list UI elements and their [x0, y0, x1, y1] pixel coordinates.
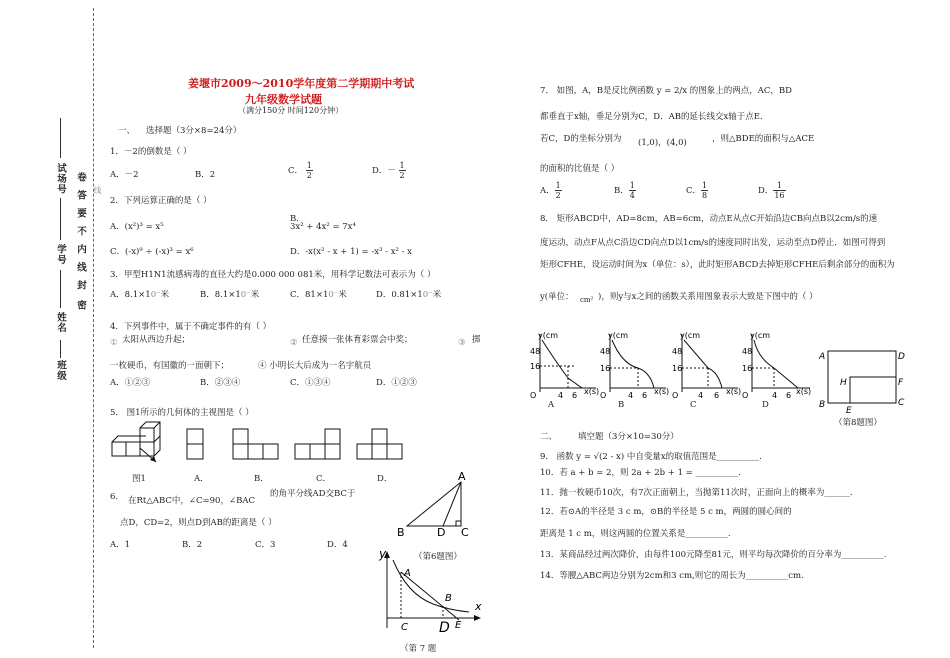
q8-line4-unit: cm² — [580, 296, 594, 304]
q5-figure1-solid — [110, 420, 166, 464]
q8-graph-label-c: C — [690, 400, 697, 410]
q3-d-text: D．0.81×1 — [376, 290, 423, 300]
q5-option-d-figure — [356, 428, 404, 462]
q7-b-den: 4 — [629, 191, 635, 200]
q4-option-d: D．①②③ — [376, 378, 417, 388]
q7-option-b — [614, 181, 636, 200]
q7-point-a: A — [404, 568, 411, 579]
q8-graph-label-d: D — [762, 400, 769, 410]
q3-stem: 3．甲型H1N1流感病毒的直径大约是0.000 000 081米，用科学记数法可表示为（ ） — [110, 270, 436, 280]
q12-line2: 距离是 1 c m，则这两圆的位置关系是__________. — [540, 529, 731, 539]
q3-option-d — [376, 288, 441, 300]
q8-rect-h: H — [840, 378, 847, 388]
section1-label: 一、 — [118, 126, 136, 136]
q7-line1: 7． 如图，A，B是反比例函数 y = 2/x 的图象上的两点，AC，BD — [540, 86, 792, 96]
margin-student-no: 学号 — [55, 244, 66, 265]
q3-option-c — [290, 288, 347, 300]
q2-option-a: A．(x²)³ = x⁵ — [110, 222, 164, 232]
q6-option-b: B．2 — [182, 540, 203, 550]
q6-text1: 在Rt△ABC中，∠C=90，∠BAC — [128, 496, 255, 506]
q2-option-d: D．-x(x² - x + 1) = -x³ - x² - x — [290, 247, 412, 257]
margin-name-blank — [60, 270, 62, 308]
q8-line3: 矩形CFHE，设运动时间为x（单位：s），此时矩形ABCD去掉矩形CFHE后剩余部分的面积为 — [540, 260, 895, 270]
q2-option-b-expr: 3x² + 4x² = 7x⁴ — [290, 222, 356, 232]
q8c-16: 16 — [672, 364, 683, 373]
q7-b-fraction — [629, 181, 636, 200]
q3-a-unit: 米 — [160, 290, 170, 300]
seal-char-6: 要 — [75, 208, 86, 219]
q8-rect-e: E — [846, 406, 852, 416]
q8b-origin: O — [600, 391, 607, 400]
q4-opt1-num: ① — [110, 338, 118, 348]
q8b-48: 48 — [600, 347, 611, 356]
q7-graph-figure — [373, 547, 483, 636]
q8a-xlab: x(s) — [584, 387, 600, 396]
q4-opt3-num: ③ — [458, 338, 466, 348]
q6-point-d: D — [437, 526, 446, 539]
seal-char-2: 封 — [75, 280, 86, 291]
q7-line3b: ，则△BDE的面积与△ACE — [712, 134, 815, 144]
exam-subtitle: 九年级数学试题 — [245, 93, 322, 106]
q6-line2: 点D，CD=2，则点D到AB的距离是（ ） — [120, 518, 277, 528]
q3-a-tail: 0⁻ — [150, 290, 161, 300]
seal-char-4: 内 — [75, 244, 86, 255]
q8-figure-caption: （第8题图） — [834, 418, 882, 428]
q8c-origin: O — [672, 391, 679, 400]
q8b-t6: 6 — [642, 391, 648, 400]
q3-d-tail: 0⁻ — [422, 290, 433, 300]
q4-opt4: ④ 小明长大后成为一名宇航员 — [258, 361, 372, 371]
q1-c-den: 2 — [306, 171, 312, 180]
q3-option-b — [200, 288, 259, 300]
q1-option-a: A．－2 — [110, 170, 139, 180]
q6-point-a: A — [458, 470, 466, 483]
margin-no-blank — [60, 198, 62, 240]
q4-option-c: C．①③④ — [290, 378, 331, 388]
q7-option-c — [686, 181, 708, 200]
seal-char-8: 卷 — [75, 172, 86, 183]
q6-option-a: A．1 — [110, 540, 131, 550]
q4-opt1: 太阳从西边升起； — [122, 335, 191, 345]
q5-option-a-figure — [186, 428, 206, 462]
q8-rect-d: D — [898, 352, 905, 362]
q8c-t6: 6 — [714, 391, 720, 400]
q7-d-fraction — [773, 181, 785, 200]
q7-point-b: B — [445, 593, 452, 604]
q8b-ylab: y(cm — [608, 331, 629, 340]
q7-a-fraction — [555, 181, 562, 200]
q7-d-den: 16 — [774, 191, 785, 200]
q1-option-d — [372, 161, 406, 180]
q7-b-label: B． — [614, 186, 629, 196]
q8-graph-a — [532, 328, 602, 408]
q4-option-a: A．①②③ — [110, 378, 151, 388]
q4-stem: 4．下列事件中，属于不确定事件的有（ ） — [110, 322, 272, 332]
q8a-t4: 4 — [558, 391, 564, 400]
q11: 11．抛一枚硬币10次，有7次正面朝上，当抛第11次时，正面向上的概率为______. — [540, 488, 853, 498]
q7-figure-caption: （第 7 题 — [400, 644, 437, 654]
seal-char-3: 线 — [75, 262, 86, 273]
q8-rectangle-figure — [818, 345, 908, 417]
q8b-t4: 4 — [628, 391, 634, 400]
margin-line-char: 线 — [93, 186, 102, 194]
q6-figure-caption: （第6题图） — [414, 552, 462, 562]
q6-option-d: D．4 — [327, 540, 348, 550]
q8d-ylab: y(cm — [750, 331, 771, 340]
q7-axis-y: y — [379, 547, 387, 561]
q3-c-unit: 米 — [338, 290, 347, 300]
q4-opt2: 任意摸一张体育彩票会中奖； — [302, 335, 413, 345]
q5-figure-label: 图1 — [132, 474, 146, 484]
margin-room-blank — [60, 118, 62, 158]
q8c-xlab: x(s) — [726, 387, 742, 396]
q5-option-b: B． — [254, 474, 269, 484]
q6-option-c: C．3 — [255, 540, 276, 550]
q7-point-c: C — [401, 622, 408, 633]
q8d-t4: 4 — [772, 391, 778, 400]
q1-d-label: D．－ — [372, 166, 396, 176]
q8-graph-b — [602, 328, 672, 408]
q7-d-label: D． — [758, 186, 774, 196]
q8a-origin: O — [530, 391, 537, 400]
q7-coords: (1,0)，(4,0) — [638, 138, 687, 148]
q4-opt3: 掷 — [472, 335, 481, 345]
q4-line2: 一枚硬币，有国徽的一面朝下； — [110, 361, 230, 371]
q1-d-fraction — [399, 161, 406, 180]
q8d-48: 48 — [742, 347, 753, 356]
section2-title: 填空题（3分×10=30分） — [578, 432, 679, 442]
q8d-16: 16 — [742, 364, 753, 373]
q10: 10．若 a + b = 2，则 2a + 2b + 1 = __________. — [540, 468, 741, 478]
q1-stem: 1．－2的倒数是（ ） — [110, 147, 192, 157]
q1-option-b: B．2 — [195, 170, 216, 180]
q3-d-unit: 米 — [432, 290, 442, 300]
q4-opt2-num: ② — [290, 338, 298, 348]
q1-c-label: C． — [288, 166, 304, 176]
q7-b-num: 1 — [629, 181, 635, 190]
seal-char-5: 不 — [75, 226, 86, 237]
q1-option-c — [288, 161, 313, 180]
q8-graph-d — [744, 328, 816, 408]
q7-c-fraction — [701, 181, 708, 200]
section1-title: 选择题（3分×8=24分） — [146, 126, 242, 136]
q1-c-fraction — [306, 161, 313, 180]
margin-name: 姓名 — [55, 312, 66, 333]
q13: 13．某商品经过两次降价，由每件100元降至81元，则平均每次降价的百分率为__________. — [540, 550, 887, 560]
q8-rect-c: C — [898, 398, 905, 408]
q5-option-a: A． — [194, 474, 209, 484]
q7-line4: 的面积的比值是（ ） — [540, 164, 620, 174]
q4-option-b: B．②③④ — [200, 378, 241, 388]
q8c-ylab: y(cm — [680, 331, 701, 340]
q6-text2: 的角平分线AD交BC于 — [270, 489, 356, 499]
q3-option-a — [110, 288, 169, 300]
q8a-48: 48 — [530, 347, 541, 356]
q1-d-den: 2 — [399, 171, 405, 180]
seal-char-7: 答 — [75, 190, 86, 201]
q7-a-label: A． — [540, 186, 555, 196]
q3-c-tail: 0⁻ — [328, 290, 339, 300]
seal-char-1: 密 — [75, 300, 86, 311]
q8-line4b: )，则y与x之间的函数关系用图象表示大致是下图中的（ ） — [598, 292, 818, 302]
exam-title: 姜堰市2009～2010学年度第二学期期中考试 — [188, 77, 415, 90]
q7-line2: 都垂直于x轴，垂足分别为C，D．AB的延长线交x轴于点E． — [540, 112, 769, 122]
binding-dashed-line — [93, 8, 94, 648]
q8a-16: 16 — [530, 362, 541, 371]
q7-line3a: 若C，D的坐标分别为 — [540, 134, 622, 144]
q7-d-num: 1 — [773, 181, 785, 191]
q2-stem: 2．下列运算正确的是（ ） — [110, 196, 212, 206]
margin-class-blank — [60, 340, 62, 358]
q6-num: 6． — [110, 492, 124, 502]
q12-line1: 12．若⊙A的半径是 3 c m，⊙B的半径是 5 c m，两圆的圆心间的 — [540, 507, 792, 517]
q3-c-text: C．81×1 — [290, 290, 329, 300]
q7-point-e: E — [455, 620, 462, 631]
q14: 14．等腰△ABC两边分别为2cm和3 cm,则它的周长为__________cm. — [540, 571, 804, 581]
q8-graph-label-b: B — [618, 400, 625, 410]
q8a-ylab: y(cm — [538, 331, 559, 340]
q8-line2: 度运动，动点F从点C沿边CD向点D以1cm/s的速度同时出发，运动至点D停止．如图可得到 — [540, 238, 886, 248]
q8d-origin: O — [742, 391, 749, 400]
q8-rect-f: F — [898, 378, 904, 388]
q2-option-c: C．(-x)⁹ ÷ (-x)³ = x⁶ — [110, 247, 194, 257]
q8-line4a: y(单位： — [540, 292, 574, 302]
section2-label: 二、 — [540, 432, 558, 442]
q7-a-num: 1 — [555, 181, 561, 190]
q8-rect-a: A — [819, 352, 826, 362]
q5-stem: 5． 图1所示的几何体的主视图是（ ） — [110, 408, 254, 418]
q7-c-label: C． — [686, 186, 702, 196]
q3-b-unit: 米 — [250, 290, 260, 300]
q3-a-text: A．8.1×1 — [110, 290, 151, 300]
q8-line1: 8． 矩形ABCD中，AD=8cm，AB=6cm，动点E从点C开始沿边CB向点B以2cm/s的速 — [540, 214, 878, 224]
q7-point-d: D — [439, 620, 450, 636]
q8d-xlab: x(s) — [796, 387, 812, 396]
q7-axis-x: x — [475, 600, 482, 613]
q5-option-c: C． — [316, 474, 332, 484]
q8-rect-b: B — [819, 400, 826, 410]
q7-option-a — [540, 181, 562, 200]
q3-b-tail: 0⁻ — [240, 290, 251, 300]
q6-triangle-figure — [395, 470, 475, 540]
q8d-t6: 6 — [786, 391, 792, 400]
q8b-16: 16 — [600, 364, 611, 373]
q8-graph-c — [674, 328, 744, 408]
q1-d-num: 1 — [399, 161, 405, 170]
q5-option-c-figure — [294, 428, 342, 462]
q7-c-den: 8 — [702, 191, 708, 200]
q6-point-b: B — [397, 526, 405, 539]
q3-b-text: B．8.1×1 — [200, 290, 241, 300]
q2-option-b-label: B． — [290, 214, 305, 224]
q8a-t6: 6 — [572, 391, 578, 400]
q1-c-num: 1 — [306, 161, 312, 170]
q5-option-b-figure — [232, 428, 280, 462]
q7-option-d — [758, 181, 786, 200]
q6-point-c: C — [461, 526, 469, 539]
q8b-xlab: x(s) — [654, 387, 670, 396]
margin-room-no: 试场号 — [55, 163, 66, 195]
margin-class: 班级 — [55, 360, 66, 381]
q7-a-den: 2 — [555, 191, 561, 200]
q9: 9． 函数 y = √(2 - x) 中自变量x的取值范围是__________. — [540, 452, 762, 462]
q5-option-d: D． — [377, 474, 393, 484]
q8-graph-label-a: A — [548, 400, 555, 410]
q8c-48: 48 — [672, 347, 683, 356]
exam-score-time: （满分150分 时间120分钟） — [238, 106, 344, 115]
q8c-t4: 4 — [698, 391, 704, 400]
q7-c-num: 1 — [702, 181, 708, 190]
